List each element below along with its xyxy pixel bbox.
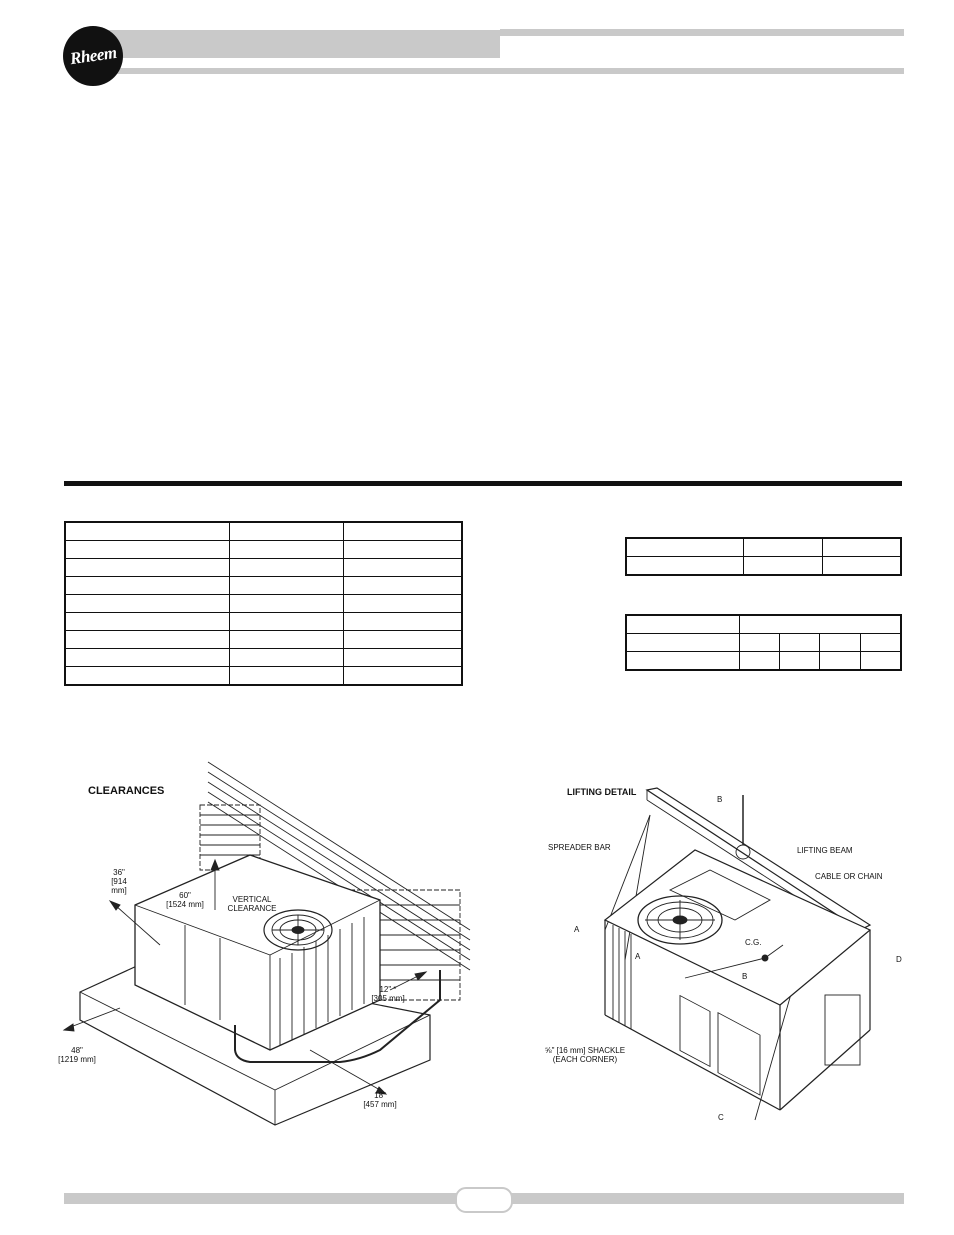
vertical-clearance-label-2: CLEARANCE [227,904,277,913]
specs-table-right-top [625,537,902,576]
label-shackle: ⅝" [16 mm] SHACKLE [544,1046,626,1055]
header-bar-right [500,29,904,36]
specs-table-right-bottom [625,614,902,671]
dim-36-mm-label: [914 mm] [111,877,127,895]
table-row [65,649,462,667]
vertical-clearance-label: VERTICAL [232,895,272,904]
section-divider [64,481,902,486]
dim-60-mm-label: [1524 mm] [166,900,204,909]
table-row [65,522,462,541]
specs-table-left [64,521,463,686]
table-row [626,557,901,576]
table-row [65,577,462,595]
rheem-logo [63,26,123,86]
dim-48-label: 48" [71,1046,83,1055]
table-row [65,595,462,613]
lifting-detail-title: LIFTING DETAIL [567,787,637,797]
label-spreader-bar: SPREADER BAR [548,843,611,852]
table-row [65,559,462,577]
table-row [65,667,462,686]
table-row [626,652,901,671]
dim-18-label: 18" [374,1091,386,1100]
label-cg: C.G. [745,938,762,947]
table-row [626,634,901,652]
dim-48-mm-label: [1219 mm] [58,1055,96,1064]
dim-18-mm-label: [457 mm] [363,1100,397,1109]
dim-12-mm-label: [305 mm] [371,994,405,1003]
label-b-mid: B [742,972,748,981]
table-row [626,615,901,634]
label-c: C [718,1113,724,1122]
dim-12-label: 12" * [379,985,397,994]
table-row [65,631,462,649]
table-row [626,538,901,557]
logo-text: Rheem [68,42,118,69]
header-underline [100,68,904,74]
clearances-title: CLEARANCES [88,785,165,797]
lifting-diagram [585,780,895,1125]
label-b-top: B [717,795,723,804]
clearances-diagram [60,760,480,1145]
dim-60-label: 60" [179,891,191,900]
table-row [65,613,462,631]
dim-36-label: 36" [113,868,125,877]
label-d: D [896,955,902,964]
label-lifting-beam: LIFTING BEAM [797,846,853,855]
label-each-corner: (EACH CORNER) [552,1055,618,1064]
header-bar [100,30,500,58]
label-a-inner: A [635,952,641,961]
label-a-left: A [574,925,580,934]
table-row [65,541,462,559]
page-number-badge [455,1187,513,1213]
label-cable-or-chain: CABLE OR CHAIN [815,872,883,881]
